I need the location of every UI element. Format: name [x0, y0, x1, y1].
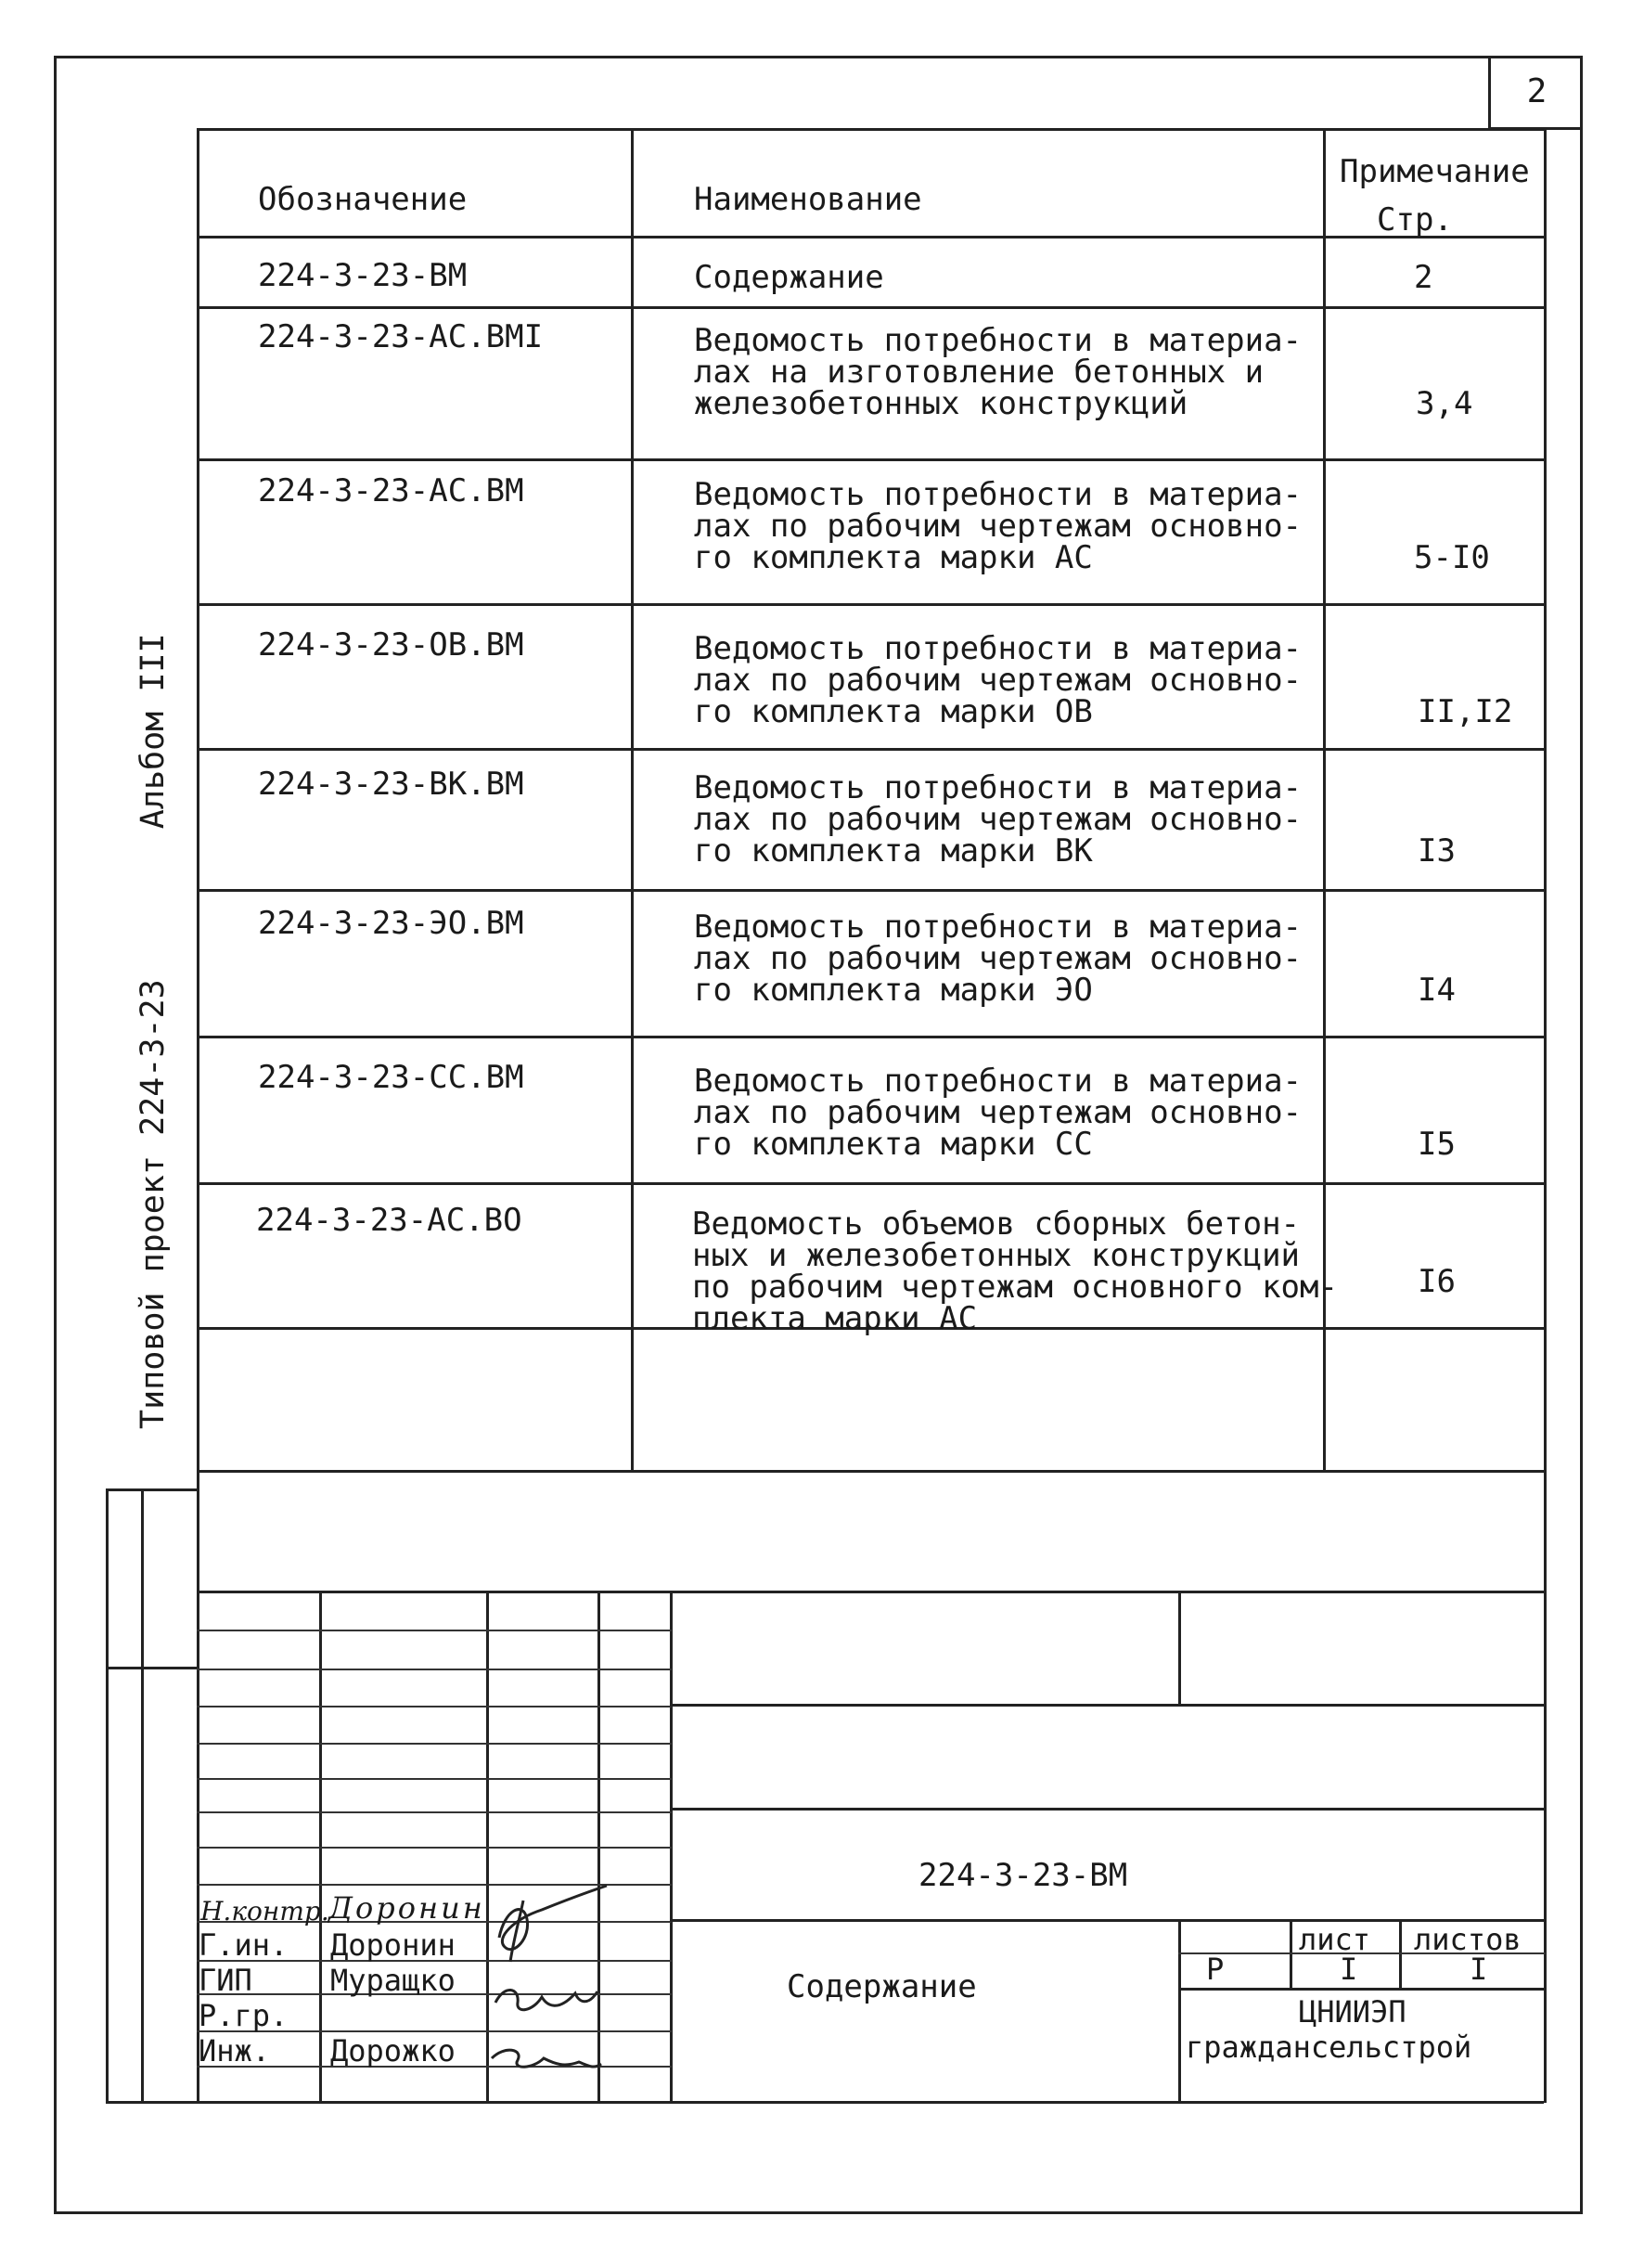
row-name: Ведомость потребности в материа- лах на изготовление бетонных и железобетонных конструкций	[694, 322, 1303, 422]
row-separator	[197, 1036, 1546, 1038]
title-cell-line	[670, 1704, 1546, 1707]
sheets-header: листов	[1414, 1922, 1522, 1957]
header-note: Примечание	[1340, 153, 1530, 190]
row-separator	[197, 458, 1546, 461]
signer-role: Инж.	[199, 2033, 271, 2068]
stage-value: Р	[1206, 1952, 1225, 1987]
sig-row	[197, 1706, 672, 1707]
row-pages: II,I2	[1418, 693, 1513, 730]
sig-row	[197, 1778, 672, 1780]
row-code: 224-3-23-ВМ	[258, 257, 468, 294]
row-separator	[197, 306, 1546, 309]
row-pages: 3,4	[1416, 385, 1473, 422]
table-left-border	[197, 128, 199, 1472]
row-pages: I6	[1418, 1263, 1456, 1300]
table-right-border	[1544, 128, 1547, 1472]
header-bottom-border	[197, 236, 1546, 238]
title-cell-line	[670, 1808, 1546, 1811]
row-pages: I3	[1418, 832, 1456, 870]
strip-border	[106, 1667, 199, 1669]
row-pages: I4	[1418, 972, 1456, 1009]
row-code: 224-3-23-ВК.ВМ	[258, 766, 524, 803]
row-separator	[197, 889, 1546, 892]
signer-name: Муращко	[330, 1963, 456, 1998]
row-code: 224-3-23-АС.ВМ	[258, 472, 524, 509]
row-name: Ведомость потребности в материа- лах по рабочим чертежам основно- го комплекта марки ЭО	[694, 908, 1303, 1009]
table-bottom-border	[197, 1470, 1546, 1473]
sheet-header: лист	[1299, 1922, 1371, 1957]
sig-row	[197, 1669, 672, 1670]
strip-border	[106, 1488, 199, 1491]
signer-role: ГИП	[199, 1963, 252, 1998]
row-code: 224-3-23-ЭО.ВМ	[258, 905, 524, 942]
org-name-line1: ЦНИИЭП	[1299, 1994, 1406, 2030]
org-name-line2: граждансельстрой	[1186, 2030, 1472, 2065]
sig-row	[197, 1811, 672, 1813]
signer-role: Р.гр.	[199, 1998, 289, 2033]
row-separator	[197, 1182, 1546, 1185]
title-cell-divider	[1178, 1919, 1181, 2103]
title-block-right	[1544, 1470, 1547, 2103]
header-pages: Стр.	[1377, 201, 1453, 238]
header-name: Наименование	[694, 181, 922, 218]
signer-name: Дорожко	[330, 2033, 456, 2068]
side-project-text: Типовой проект 224-3-23	[135, 979, 172, 1429]
sig-row	[197, 1847, 672, 1849]
row-code: 224-3-23-АС.ВО	[256, 1202, 522, 1239]
signer-name: Доронин	[328, 1890, 485, 1926]
signer-name: Доронин	[330, 1927, 456, 1963]
sheet-value: I	[1340, 1952, 1358, 1987]
row-name: Ведомость объемов сборных бетон- ных и железобетонных конструкций по рабочим чертежам основного ком- плекта марки АС	[692, 1205, 1338, 1337]
strip-border	[106, 1488, 109, 2103]
row-separator	[197, 603, 1546, 606]
row-code: 224-3-23-ОВ.ВМ	[258, 626, 524, 664]
sheets-value: I	[1470, 1952, 1488, 1987]
strip-border	[141, 1488, 144, 2103]
row-pages: 2	[1414, 259, 1433, 296]
table-top-border	[197, 128, 1546, 131]
row-name: Ведомость потребности в материа- лах по рабочим чертежам основно- го комплекта марки СС	[694, 1063, 1303, 1163]
signer-role: Г.ин.	[199, 1927, 289, 1963]
row-separator	[197, 748, 1546, 751]
row-code: 224-3-23-СС.ВМ	[258, 1059, 524, 1096]
signature-scribbles	[486, 1873, 625, 2086]
row-name: Ведомость потребности в материа- лах по рабочим чертежам основно- го комплекта марки АС	[694, 476, 1303, 576]
side-album-text: Альбом III	[135, 633, 172, 830]
row-name: Содержание	[694, 259, 884, 296]
page-number: 2	[1488, 56, 1583, 130]
sig-row	[197, 1630, 672, 1631]
col-divider-1	[631, 128, 634, 1472]
signer-role: Н.контр.	[200, 1896, 329, 1927]
title-cell-divider	[1178, 1591, 1181, 1704]
row-pages: 5-I0	[1414, 539, 1490, 576]
document-code: 224-3-23-ВМ	[918, 1857, 1128, 1894]
title-cell-line	[1178, 1988, 1546, 1991]
row-code: 224-3-23-АС.ВМI	[258, 318, 544, 355]
sig-row	[197, 1743, 672, 1745]
header-designation: Обозначение	[258, 181, 468, 218]
title-block-line	[197, 1591, 1546, 1593]
row-name: Ведомость потребности в материа- лах по рабочим чертежам основно- го комплекта марки ВК	[694, 769, 1303, 870]
side-caption	[135, 633, 172, 1429]
document-title: Содержание	[787, 1968, 977, 2005]
row-pages: I5	[1418, 1126, 1456, 1163]
row-name: Ведомость потребности в материа- лах по рабочим чертежам основно- го комплекта марки ОВ	[694, 630, 1303, 730]
